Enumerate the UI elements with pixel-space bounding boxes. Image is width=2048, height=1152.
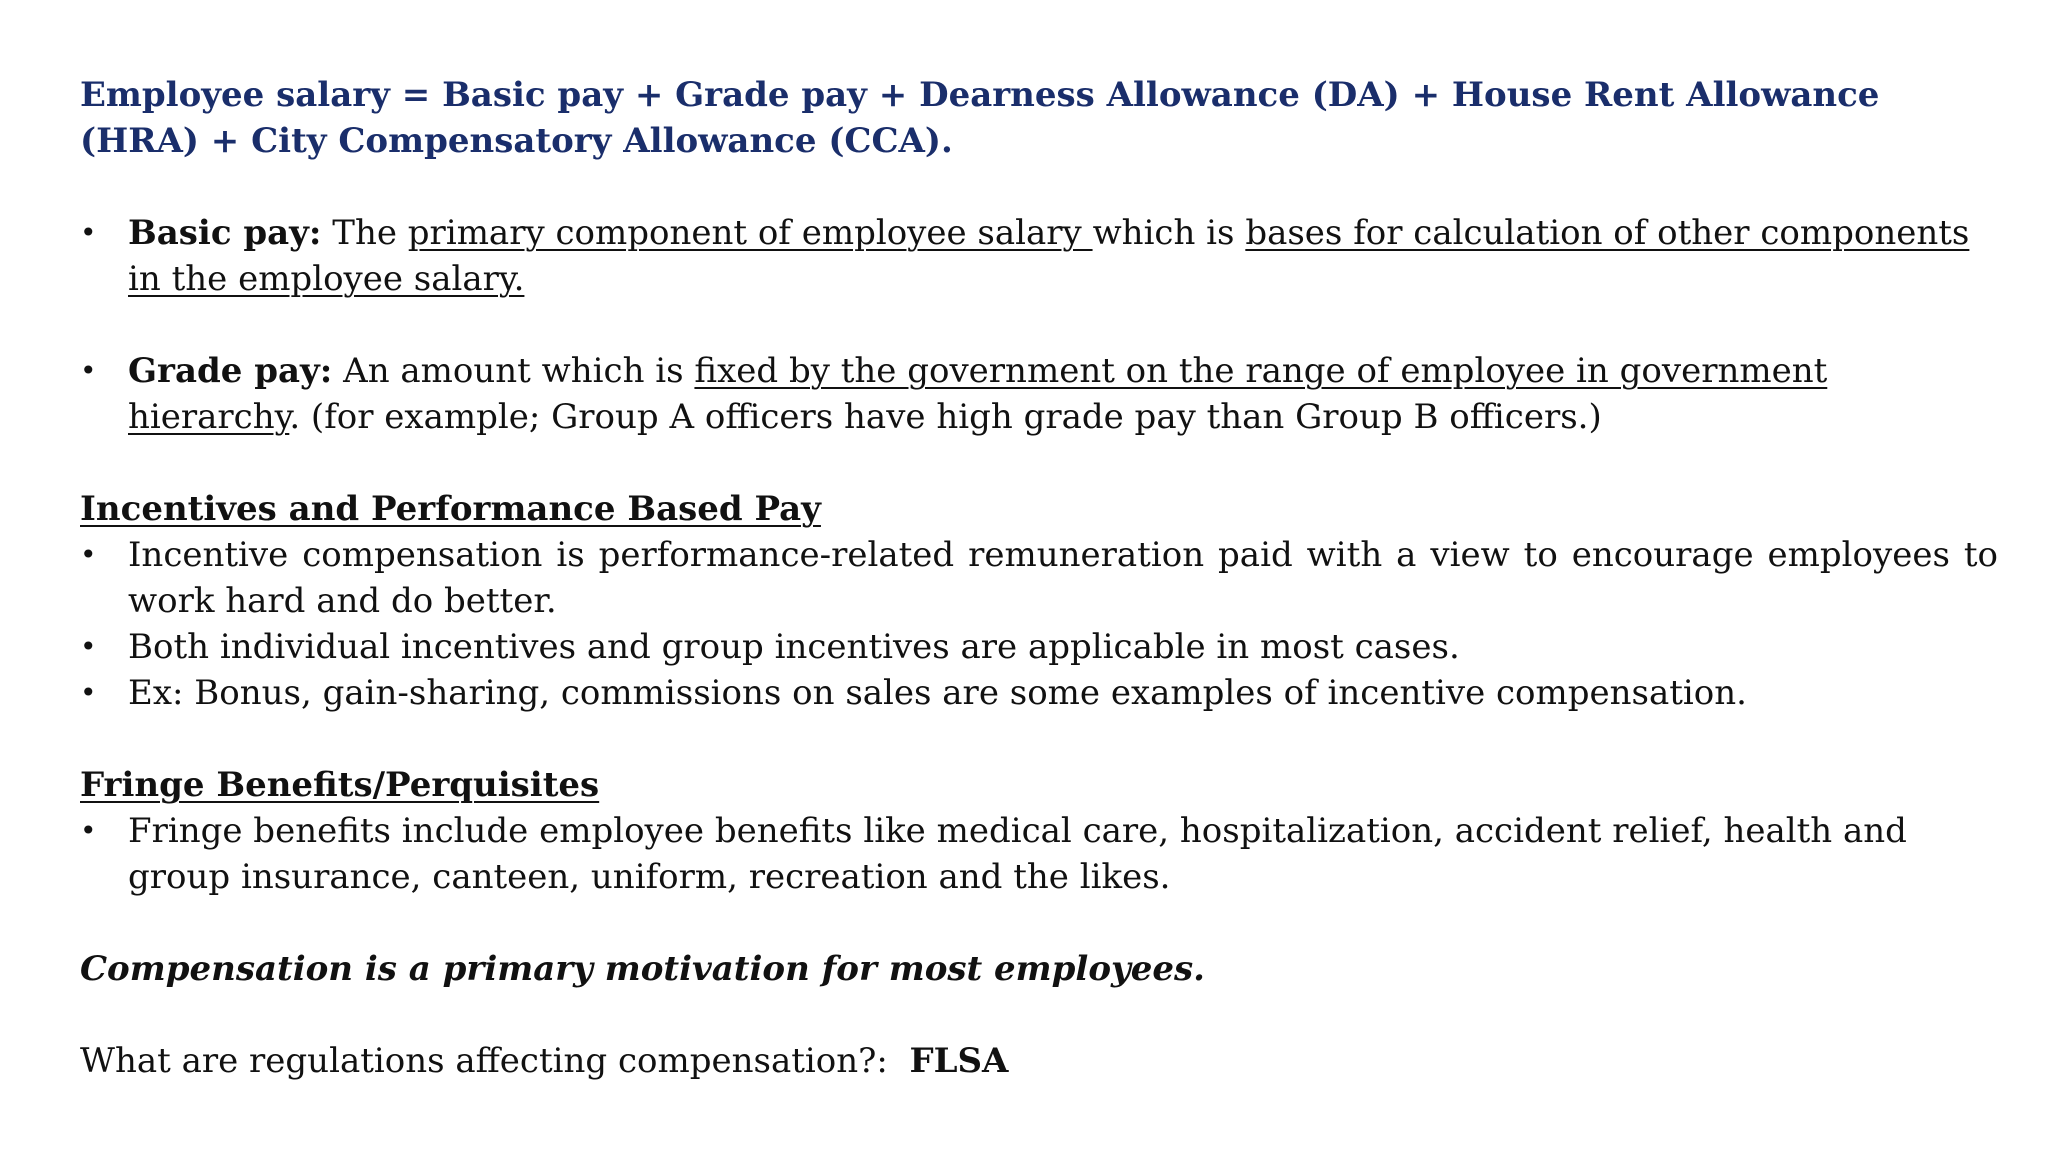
incentive-item-text: Ex: Bonus, gain-sharing, commissions on sales are some examples of incentive compensation. [128, 673, 1747, 713]
grade-pay-text-2: . (for example; Group A officers have high grade pay than Group B officers.) [289, 397, 1602, 437]
basic-pay-term: Basic pay: [128, 213, 322, 253]
bullet-icon: • [80, 630, 97, 663]
bullet-icon: • [80, 216, 97, 249]
list-item [80, 670, 1998, 716]
question-answer: FLSA [909, 1041, 1009, 1081]
basic-pay-underline-1: primary component of employee salary [407, 213, 1093, 253]
bullet-icon: • [80, 538, 97, 571]
list-item [80, 532, 1998, 624]
incentive-item-text: Both individual incentives and group incentives are applicable in most cases. [128, 627, 1460, 667]
compensation-statement: Compensation is a primary motivation for most employees. [80, 949, 1206, 989]
spacer [80, 992, 1998, 1038]
fringe-list [80, 808, 1998, 900]
bullet-icon: • [80, 354, 97, 387]
spacer [80, 716, 1998, 762]
grade-pay-underline-1: fixed by the government on the range of employee in government hierarchy [128, 351, 1828, 437]
salary-formula: Employee salary = Basic pay + Grade pay + Dearness Allowance (DA) + House Rent Allowance (HRA) + City Compensatory Allowance (CCA). [80, 75, 1880, 161]
incentives-heading: Incentives and Performance Based Pay [80, 489, 821, 529]
fringe-item-text: Fringe benefits include employee benefits like medical care, hospitalization, accident relief, health and group insurance, canteen, uniform, recreation and the likes. [128, 811, 1907, 897]
fringe-heading: Fringe Benefits/Perquisites [80, 765, 600, 805]
grade-pay-text-1: An amount which is [332, 351, 695, 391]
slide-content [80, 72, 1998, 1084]
grade-pay-term: Grade pay: [128, 351, 333, 391]
list-item [80, 808, 1998, 900]
list-item [80, 624, 1998, 670]
regulations-question [80, 1038, 1998, 1084]
spacer [80, 900, 1998, 946]
question-text: What are regulations affecting compensation?: [80, 1041, 910, 1081]
list-item-grade-pay [80, 348, 1998, 440]
basic-pay-text-2: which is [1092, 213, 1246, 253]
basic-pay-underline-2: bases for calculation of other components in the employee salary. [128, 213, 1970, 299]
salary-components-list [80, 210, 1998, 440]
incentive-item-text: Incentive compensation is performance-related remuneration paid with a view to encourage employees to work hard and do better. [128, 535, 1998, 621]
incentives-list [80, 532, 1998, 716]
bullet-icon: • [80, 814, 97, 847]
bullet-icon: • [80, 676, 97, 709]
basic-pay-text-1: The [321, 213, 408, 253]
list-item-basic-pay [80, 210, 1998, 302]
